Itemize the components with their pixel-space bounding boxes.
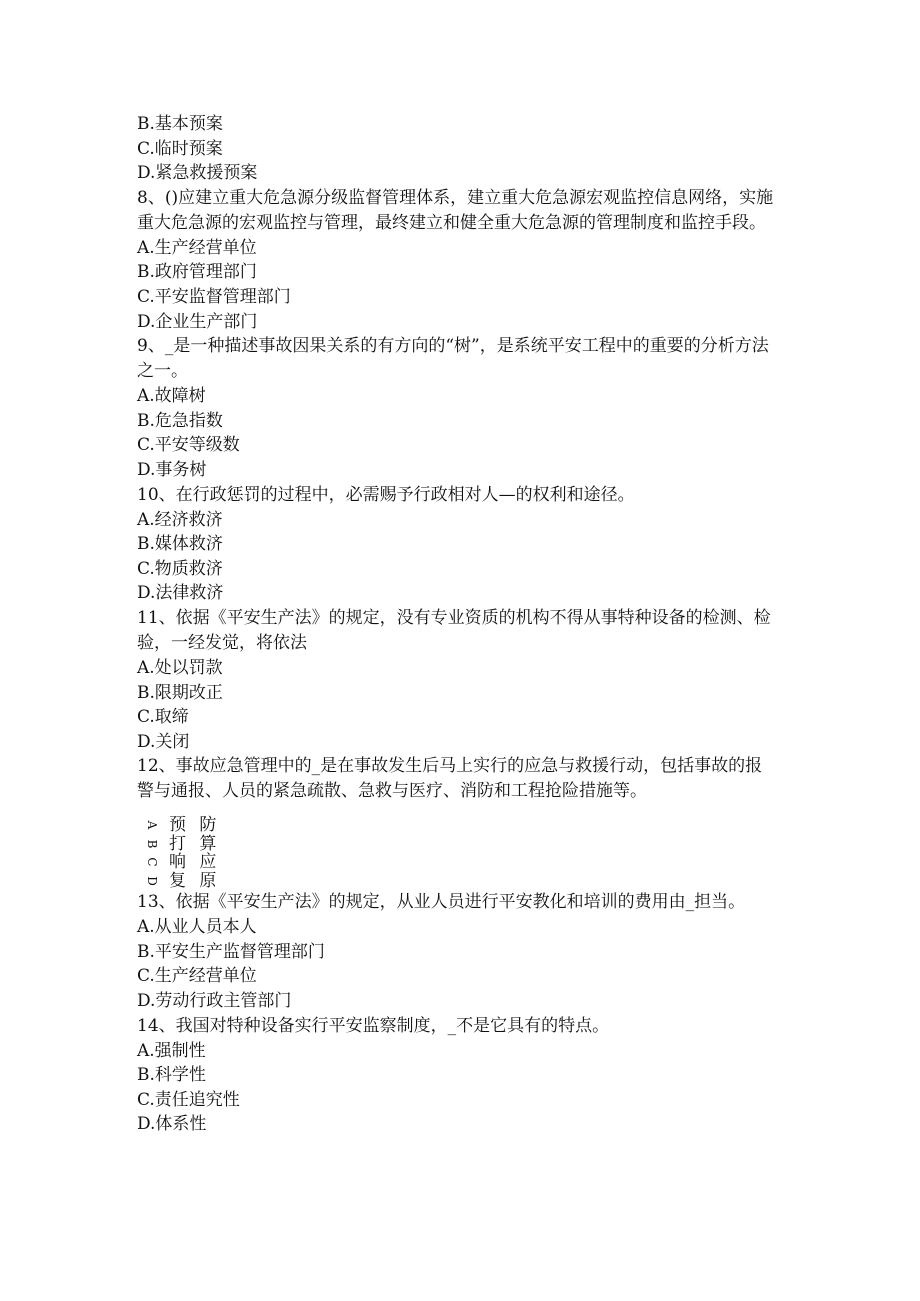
spacer — [137, 804, 787, 816]
question-10: 10、在行政惩罚的过程中，必需赐予行政相对人—的权利和途径。 — [137, 484, 635, 505]
option-line: B.平安生产监督管理部门 — [137, 941, 325, 962]
rotated-options — [137, 816, 787, 890]
option-line: A.强制性 — [137, 1040, 206, 1061]
option-line: D.劳动行政主管部门 — [137, 991, 292, 1012]
option-letter: C — [145, 857, 159, 867]
option-line: D.紧急救援预案 — [137, 163, 258, 184]
question-12: 12、事故应急管理中的_是在事故发生后马上实行的应急与救援行动，包括事故的报警与通报、人员的紧急疏散、急救与医疗、消防和工程抢险措施等。 — [137, 756, 763, 802]
option-line: B.科学性 — [137, 1065, 206, 1086]
option-line: A.故障树 — [137, 386, 206, 407]
option-text: 打 算 — [169, 833, 221, 854]
option-line: A.经济救济 — [137, 509, 223, 530]
option-line: A.生产经营单位 — [137, 237, 257, 258]
option-line: D.体系性 — [137, 1114, 207, 1135]
question-11: 11、依据《平安生产法》的规定，没有专业资质的机构不得从事特种设备的检测、检验，一经发觉，将依法 — [137, 607, 771, 653]
option-letter: A — [145, 820, 159, 830]
question-9: 9、_是一种描述事故因果关系的有方向的“树”，是系统平安工程中的重要的分析方法之一。 — [137, 336, 769, 382]
option-line: B.危急指数 — [137, 410, 223, 431]
option-text: 复 原 — [169, 870, 221, 891]
option-line: C.物质救济 — [137, 558, 223, 579]
question-13: 13、依据《平安生产法》的规定，从业人员进行平安教化和培训的费用由_担当。 — [137, 892, 746, 913]
option-line: C.取缔 — [137, 707, 189, 728]
option-line: D.事务树 — [137, 459, 207, 480]
option-line: C.责任追究性 — [137, 1089, 240, 1110]
question-14: 14、我国对特种设备实行平安监察制度，_不是它具有的特点。 — [137, 1015, 610, 1036]
question-8: 8、()应建立重大危急源分级监督管理体系，建立重大危急源宏观监控信息网络，实施重大危急源的宏观监控与管理，最终建立和健全重大危急源的管理制度和监控手段。 — [137, 187, 774, 233]
question-content — [137, 112, 787, 1137]
option-line — [137, 853, 787, 872]
option-line: D.企业生产部门 — [137, 311, 258, 332]
option-line: B.媒体救济 — [137, 534, 223, 555]
option-letter: D — [145, 875, 159, 886]
option-line: C.平安监督管理部门 — [137, 286, 291, 307]
option-line — [137, 816, 787, 835]
option-text: 响 应 — [169, 852, 221, 873]
option-line: D.法律救济 — [137, 583, 224, 604]
option-line: B.政府管理部门 — [137, 262, 257, 283]
option-line: D.关闭 — [137, 731, 190, 752]
option-line: A.处以罚款 — [137, 657, 223, 678]
option-line: B.基本预案 — [137, 114, 223, 134]
option-line: B.限期改正 — [137, 682, 223, 703]
option-letter: B — [145, 839, 159, 849]
option-line: C.生产经营单位 — [137, 966, 257, 987]
option-line — [137, 872, 787, 891]
option-line: A.从业人员本人 — [137, 917, 257, 938]
option-line: C.临时预案 — [137, 138, 223, 159]
option-line — [137, 835, 787, 854]
option-text: 预 防 — [169, 815, 221, 836]
option-line: C.平安等级数 — [137, 435, 240, 456]
